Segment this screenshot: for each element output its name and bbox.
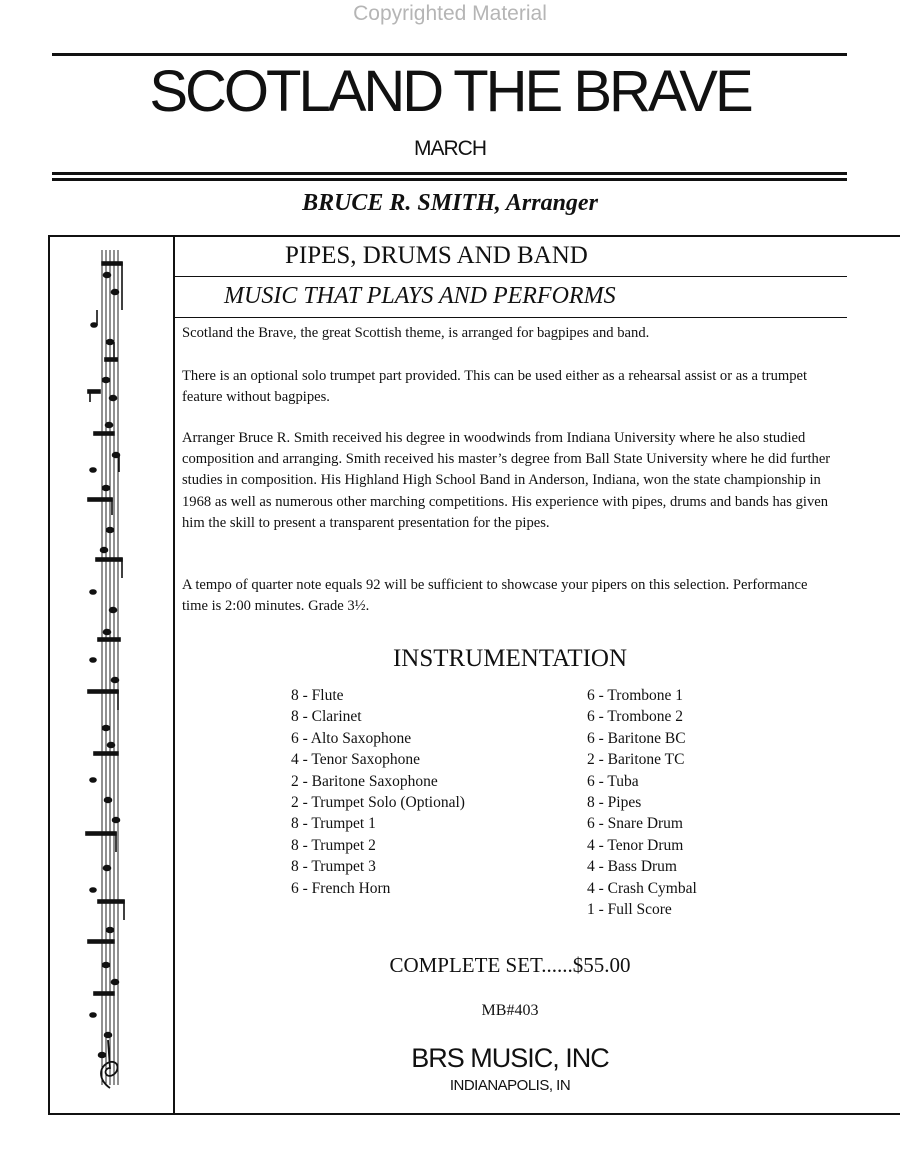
list-item: 2 - Trumpet Solo (Optional)	[291, 794, 465, 812]
list-item: 8 - Clarinet	[291, 708, 362, 726]
top-rule	[52, 53, 847, 56]
instrument-list-right	[587, 685, 827, 920]
paragraph-arranger-bio: Arranger Bruce R. Smith received his degree in woodwinds from Indiana University where he also studied composition and arranging. Smith received his master’s degree from Ball State University where he did further studies in composition. His Highland High School Band in Anderson, Indiana, won the state championship in 1968 as well as numerous other marching competitions. His experience with pipes, drums and bands has given him the skill to present a transparent presentation for the pipes.	[182, 430, 831, 531]
list-item: 8 - Trumpet 3	[291, 858, 376, 876]
sidebar-divider	[173, 235, 175, 1113]
catalog-number: MB#403	[481, 1002, 539, 1019]
list-item: 6 - French Horn	[291, 879, 391, 897]
list-item: 1 - Full Score	[587, 901, 672, 919]
list-item: 6 - Baritone BC	[587, 729, 686, 747]
list-item: 8 - Pipes	[587, 794, 642, 812]
list-item: 4 - Bass Drum	[587, 858, 677, 876]
heading-tagline: MUSIC THAT PLAYS AND PERFORMS	[224, 283, 616, 309]
list-item: 6 - Trombone 2	[587, 708, 684, 726]
instrument-list-left	[291, 685, 571, 899]
list-item: 6 - Trombone 1	[587, 687, 684, 704]
instrumentation-title: INSTRUMENTATION	[392, 645, 628, 672]
title-rule-2	[52, 178, 847, 181]
list-item: 8 - Trumpet 2	[291, 836, 376, 854]
list-item: 4 - Tenor Drum	[587, 836, 684, 854]
list-item: 6 - Tuba	[587, 772, 639, 790]
heading-rule-2	[175, 317, 847, 318]
paragraph-tempo: A tempo of quarter note equals 92 will be sufficient to showcase your pipers on this selection. Performance time is 2:00 minutes. Grade 3½.	[182, 577, 808, 615]
list-item: 4 - Tenor Saxophone	[291, 751, 421, 769]
title-rule-1	[52, 172, 847, 175]
arranger-credit: BRUCE R. SMITH, Arranger	[302, 190, 598, 216]
music-staff-illustration	[80, 240, 150, 1100]
list-item: 8 - Flute	[291, 687, 344, 704]
list-item: 2 - Baritone Saxophone	[291, 772, 438, 790]
page-title: SCOTLAND THE BRAVE	[149, 59, 751, 124]
list-item: 2 - Baritone TC	[587, 751, 685, 769]
list-item: 6 - Snare Drum	[587, 815, 683, 833]
heading-rule-1	[175, 276, 847, 277]
list-item: 8 - Trumpet 1	[291, 815, 376, 833]
publisher-name: BRS MUSIC, INC	[411, 1043, 609, 1073]
paragraph-intro: Scotland the Brave, the great Scottish theme, is arranged for bagpipes and band.	[182, 325, 650, 341]
copyright-watermark: Copyrighted Material	[353, 2, 547, 25]
list-item: 4 - Crash Cymbal	[587, 879, 697, 897]
publisher-city: INDIANAPOLIS, IN	[449, 1077, 571, 1094]
paragraph-trumpet: There is an optional solo trumpet part provided. This can be used either as a rehearsal assist or as a trumpet feature without bagpipes.	[182, 368, 808, 406]
heading-pipes-drums-band: PIPES, DRUMS AND BAND	[285, 242, 588, 269]
list-item: 6 - Alto Saxophone	[291, 729, 412, 747]
page-subtitle: MARCH	[414, 137, 486, 160]
complete-set-price: COMPLETE SET......$55.00	[389, 953, 631, 977]
